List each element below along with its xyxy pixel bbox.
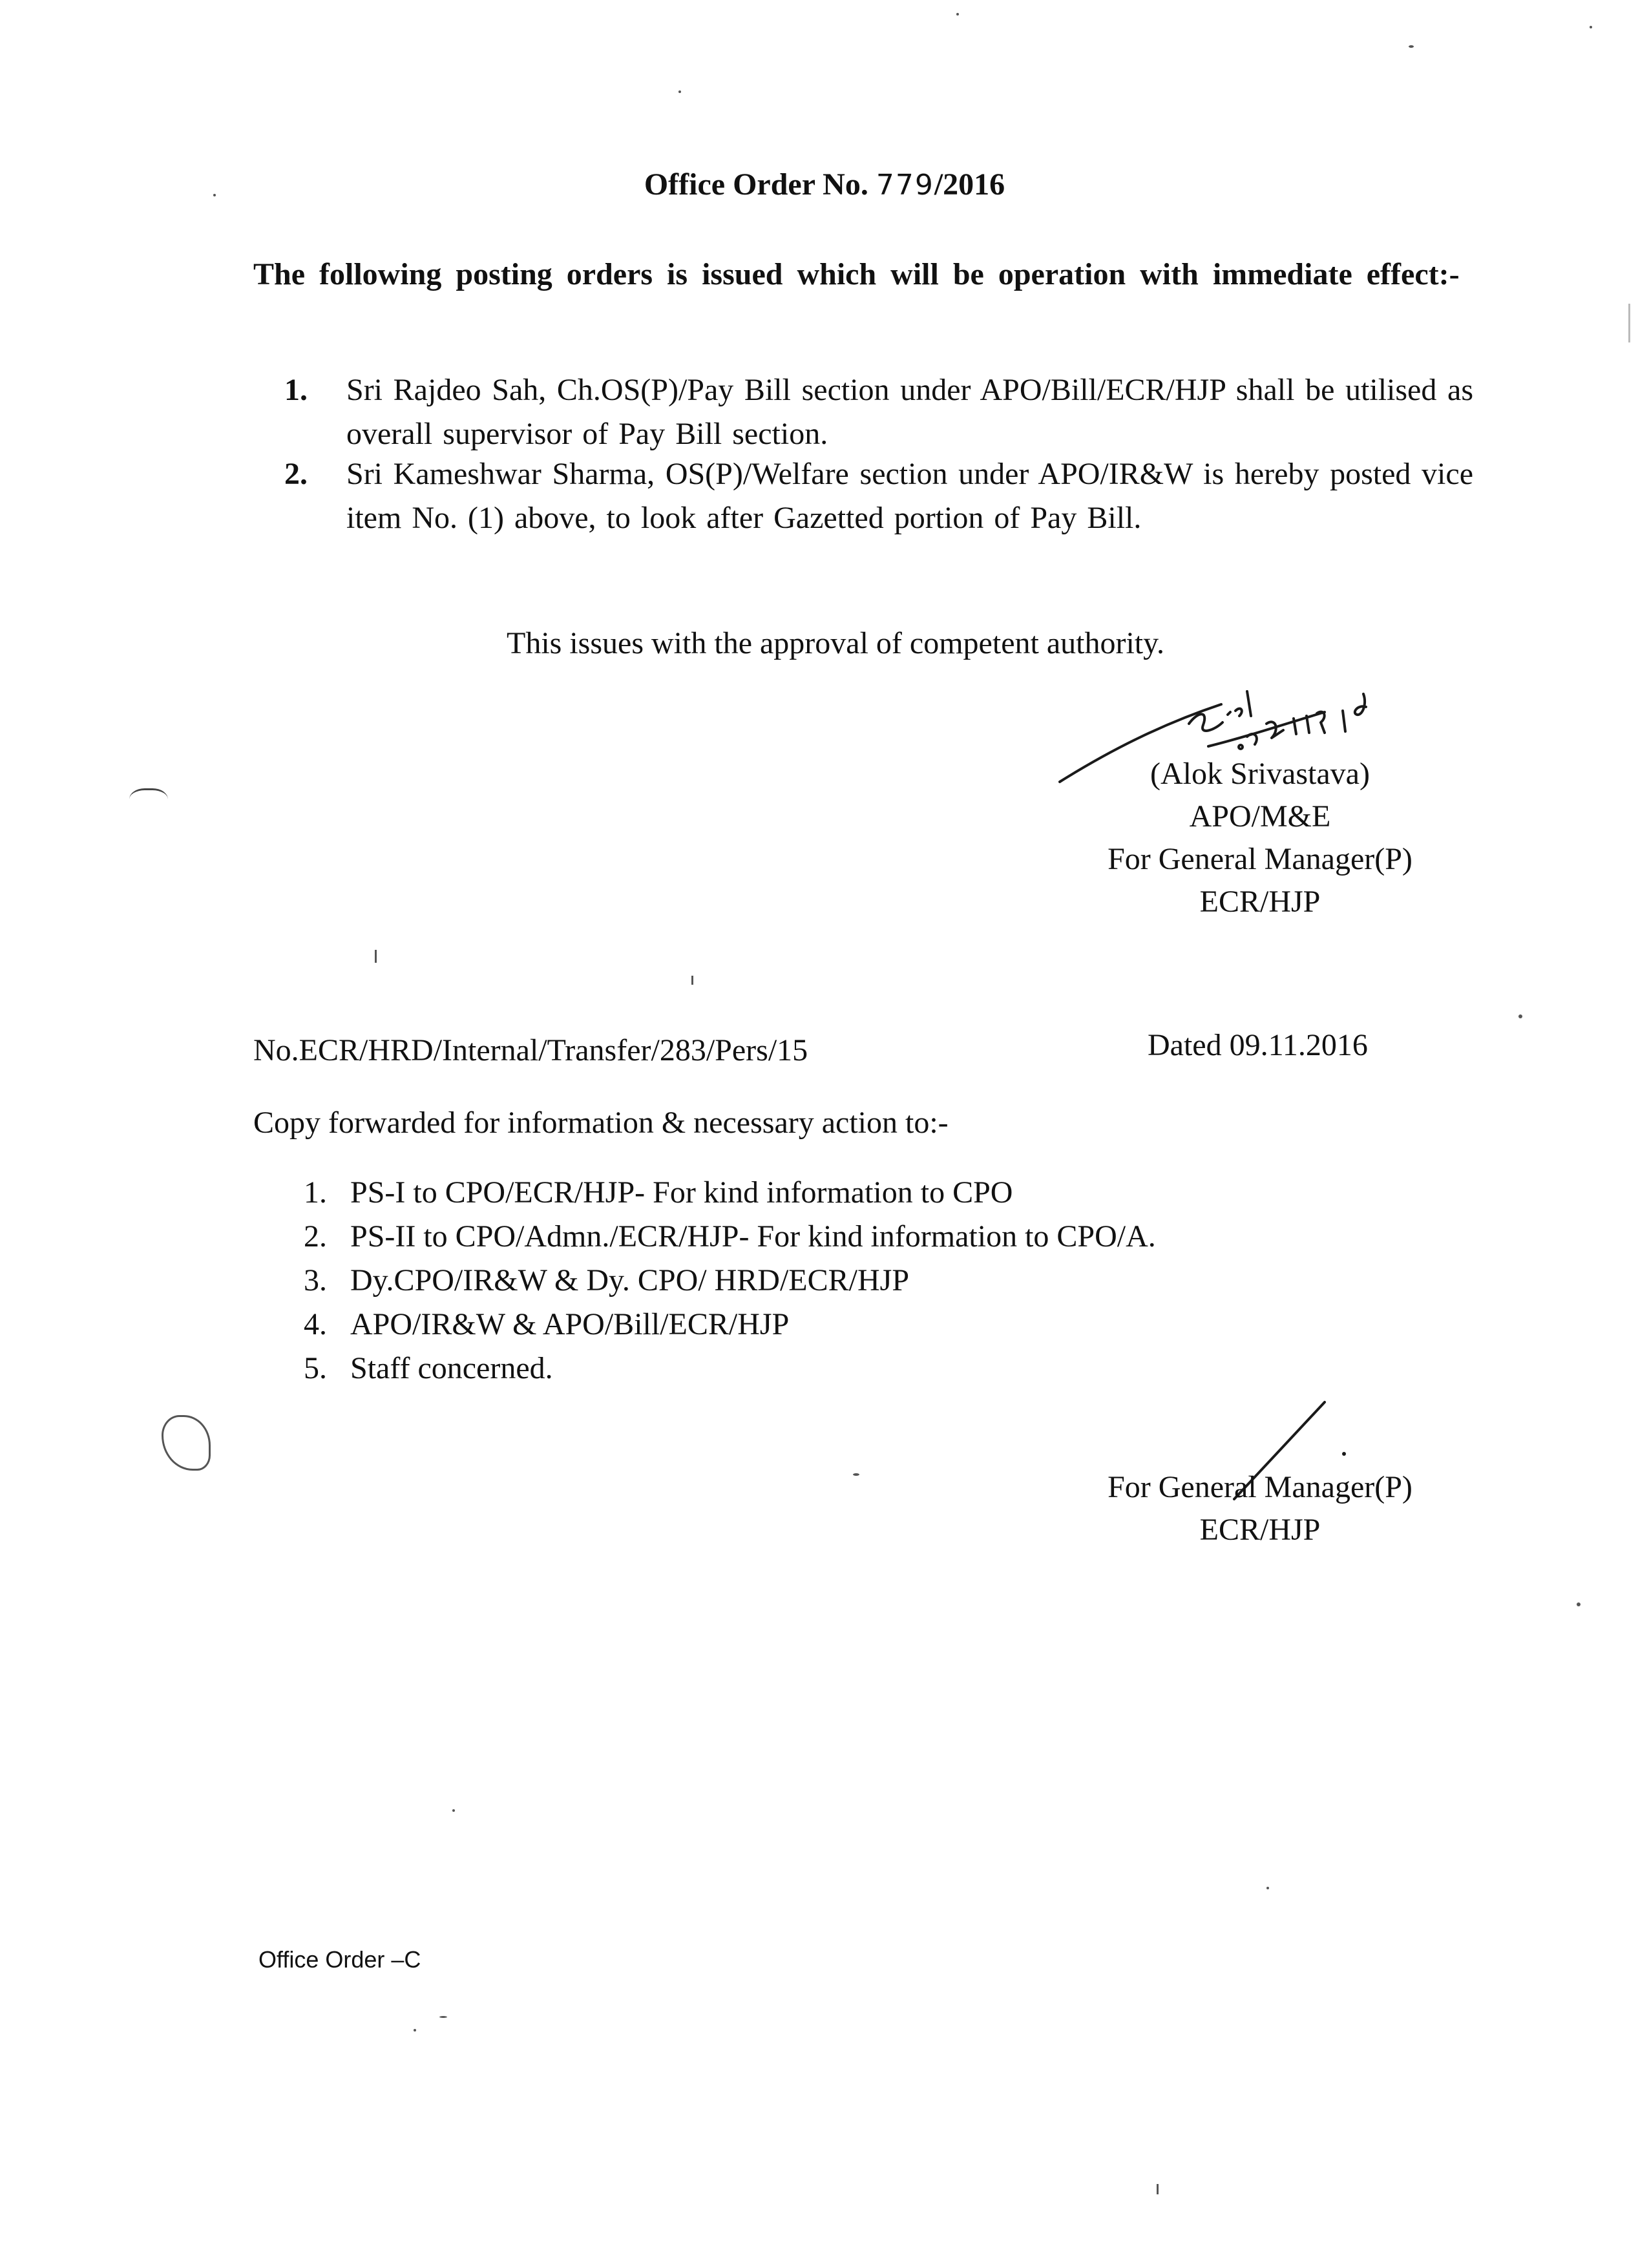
- copy-recipient-text: Dy.CPO/IR&W & Dy. CPO/ HRD/ECR/HJP: [350, 1263, 910, 1297]
- scan-speck: [439, 2016, 447, 2018]
- signatory-on-behalf-of: For General Manager(P): [1108, 842, 1413, 876]
- order-item: [284, 452, 1473, 540]
- cc-signatory-office: ECR/HJP: [1199, 1513, 1321, 1547]
- approval-statement: This issues with the approval of competent authority.: [507, 626, 1165, 660]
- copy-recipient: [304, 1347, 1156, 1391]
- scan-speck: [162, 1415, 211, 1471]
- scan-speck: [853, 1473, 859, 1476]
- scan-speck: [1518, 1014, 1522, 1018]
- order-item-text: Sri Rajdeo Sah, Ch.OS(P)/Pay Bill section under APO/Bill/ECR/HJP shall be utilised as overall supervisor of Pay Bill section.: [346, 373, 1473, 451]
- scan-speck: [1157, 2184, 1159, 2194]
- copy-recipient-text: PS-II to CPO/Admn./ECR/HJP- For kind information to CPO/A.: [350, 1219, 1156, 1254]
- copy-recipient: [304, 1215, 1156, 1259]
- intro-paragraph: The following posting orders is issued which will be operation with immediate effect:-: [253, 257, 1460, 291]
- copy-recipient-number: 4.: [304, 1307, 327, 1341]
- order-item-number: 1.: [284, 373, 308, 407]
- copy-forwarded-intro: Copy forwarded for information & necessary action to:-: [253, 1106, 949, 1140]
- scan-speck: [414, 2029, 416, 2032]
- copy-recipient-number: 3.: [304, 1263, 327, 1297]
- scan-speck: [1409, 45, 1414, 48]
- scan-speck: [129, 788, 168, 816]
- copy-recipient-text: APO/IR&W & APO/Bill/ECR/HJP: [350, 1307, 790, 1341]
- scan-speck: [1266, 1887, 1269, 1889]
- scan-speck: [691, 976, 693, 985]
- copy-recipient: [304, 1303, 1156, 1347]
- order-title-suffix: /2016: [934, 167, 1005, 202]
- signatory-designation: APO/M&E: [1189, 799, 1331, 834]
- order-item-text: Sri Kameshwar Sharma, OS(P)/Welfare section under APO/IR&W is hereby posted vice item No. (1) above, to look after Gazetted portion of Pay Bill.: [346, 457, 1473, 535]
- scan-speck: [1628, 304, 1630, 342]
- copy-recipient-text: Staff concerned.: [350, 1351, 553, 1385]
- copy-recipient: [304, 1171, 1156, 1215]
- copy-recipient-number: 1.: [304, 1175, 327, 1210]
- scan-speck: [375, 950, 377, 963]
- signatory-office: ECR/HJP: [1199, 885, 1321, 919]
- scan-speck: [678, 90, 681, 93]
- scan-speck: [213, 194, 216, 196]
- order-title-prefix: Office Order No.: [644, 167, 876, 202]
- signatory-name: (Alok Srivastava): [1150, 757, 1370, 791]
- copy-recipient-number: 2.: [304, 1219, 327, 1254]
- scan-speck: [1577, 1602, 1581, 1606]
- reference-number: No.ECR/HRD/Internal/Transfer/283/Pers/15: [253, 1033, 808, 1067]
- scan-speck: [452, 1809, 455, 1812]
- order-item-number: 2.: [284, 457, 308, 491]
- copy-recipient-number: 5.: [304, 1351, 327, 1385]
- handwritten-signature: [1053, 685, 1415, 814]
- copy-recipient: [304, 1259, 1156, 1303]
- order-number-handwritten: 779: [876, 169, 934, 202]
- order-item: [284, 368, 1473, 456]
- scan-speck: [1590, 26, 1592, 28]
- cc-signatory-on-behalf-of: For General Manager(P): [1108, 1470, 1413, 1504]
- copy-recipient-text: PS-I to CPO/ECR/HJP- For kind information to CPO: [350, 1175, 1013, 1210]
- reference-date: Dated 09.11.2016: [1148, 1028, 1368, 1062]
- footer-document-code: Office Order –C: [258, 1946, 421, 1973]
- copy-recipient-list: [304, 1171, 1156, 1391]
- order-title: [0, 167, 1649, 202]
- scan-speck: [956, 13, 959, 16]
